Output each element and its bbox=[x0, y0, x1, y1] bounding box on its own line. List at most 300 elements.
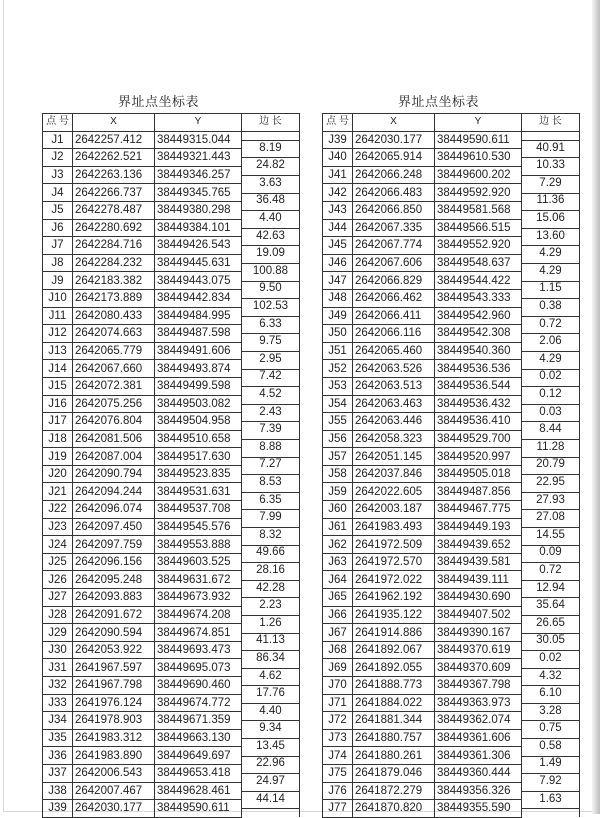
point-id-cell: J76 bbox=[323, 782, 353, 800]
x-coordinate-cell: 2642075.256 bbox=[73, 395, 155, 413]
point-id-cell: J15 bbox=[43, 377, 73, 395]
edge-length-separator bbox=[522, 157, 580, 158]
edge-length-separator bbox=[522, 720, 580, 721]
edge-length-separator bbox=[522, 316, 580, 317]
point-id-cell: J45 bbox=[323, 237, 353, 255]
edge-length-value: 30.05 bbox=[536, 634, 565, 647]
x-coordinate-cell: 2642094.244 bbox=[73, 483, 155, 501]
x-coordinate-cell: 2642096.156 bbox=[73, 553, 155, 571]
edge-length-separator bbox=[522, 369, 580, 370]
point-id-cell: J4 bbox=[43, 184, 73, 202]
point-id-cell: J41 bbox=[323, 166, 353, 184]
edge-length-value: 2.23 bbox=[259, 599, 282, 612]
edge-length-value: 100.88 bbox=[252, 264, 289, 277]
edge-length-value: 13.45 bbox=[256, 739, 285, 752]
x-coordinate-cell: 2642257.412 bbox=[73, 131, 155, 149]
x-coordinate-cell: 2642074.663 bbox=[73, 325, 155, 343]
x-coordinate-cell: 2642030.177 bbox=[73, 800, 155, 818]
edge-length-separator bbox=[242, 316, 300, 317]
y-coordinate-cell: 38449493.874 bbox=[155, 360, 242, 378]
edge-length-value: 8.44 bbox=[539, 423, 562, 436]
y-coordinate-cell: 38449484.995 bbox=[155, 307, 242, 325]
y-coordinate-cell: 38449384.101 bbox=[155, 219, 242, 237]
y-coordinate-cell: 38449543.333 bbox=[435, 289, 522, 307]
point-id-cell: J75 bbox=[323, 764, 353, 782]
edge-length-separator bbox=[522, 597, 580, 598]
point-id-cell: J71 bbox=[323, 694, 353, 712]
y-coordinate-cell: 38449553.888 bbox=[155, 536, 242, 554]
edge-length-value: 8.32 bbox=[259, 528, 282, 541]
left-table-title: 界址点坐标表 bbox=[117, 95, 199, 110]
x-coordinate-cell: 2641888.773 bbox=[353, 677, 435, 695]
point-id-cell: J29 bbox=[43, 624, 73, 642]
point-id-cell: J38 bbox=[43, 782, 73, 800]
edge-length-value: 0.12 bbox=[539, 388, 562, 400]
x-coordinate-cell: 2642066.411 bbox=[353, 307, 435, 325]
edge-length-value: 0.72 bbox=[539, 317, 562, 330]
x-coordinate-cell: 2642066.462 bbox=[353, 289, 435, 307]
x-coordinate-cell: 2641870.820 bbox=[353, 800, 435, 818]
point-id-cell: J51 bbox=[323, 342, 353, 360]
x-coordinate-cell: 2642022.605 bbox=[353, 483, 435, 501]
x-coordinate-cell: 2642280.692 bbox=[73, 219, 155, 237]
edge-length-value: 26.65 bbox=[536, 616, 565, 629]
edge-length-value: 22.95 bbox=[536, 475, 565, 488]
point-id-cell: J11 bbox=[43, 307, 73, 325]
edge-length-value: 7.27 bbox=[259, 458, 282, 471]
edge-length-separator bbox=[522, 509, 580, 510]
edge-length-value: 49.66 bbox=[256, 546, 285, 559]
edge-length-value: 3.28 bbox=[539, 704, 562, 717]
edge-length-value: 86.34 bbox=[256, 651, 285, 664]
y-coordinate-cell: 38449649.697 bbox=[155, 747, 242, 765]
point-id-cell: J53 bbox=[323, 377, 353, 395]
x-coordinate-cell: 2642065.914 bbox=[353, 149, 435, 167]
edge-length-value: 9.34 bbox=[259, 722, 282, 735]
edge-length-value: 7.99 bbox=[259, 511, 282, 524]
y-coordinate-cell: 38449590.611 bbox=[435, 131, 522, 149]
edge-length-separator bbox=[522, 562, 580, 563]
x-coordinate-cell: 2642066.116 bbox=[353, 325, 435, 343]
edge-length-value: 36.48 bbox=[256, 194, 285, 207]
x-coordinate-cell: 2642003.187 bbox=[353, 501, 435, 519]
x-coordinate-cell: 2642065.779 bbox=[73, 342, 155, 360]
edge-length-separator bbox=[522, 228, 580, 229]
x-coordinate-cell: 2641914.886 bbox=[353, 624, 435, 642]
x-coordinate-cell: 2642284.232 bbox=[73, 254, 155, 272]
edge-length-value: 0.09 bbox=[539, 546, 562, 559]
edge-length-separator bbox=[522, 140, 580, 141]
edge-length-separator bbox=[242, 281, 300, 282]
y-coordinate-cell: 38449505.018 bbox=[435, 465, 522, 483]
y-coordinate-cell: 38449390.167 bbox=[435, 624, 522, 642]
edge-length-value: 19.09 bbox=[256, 247, 285, 260]
x-coordinate-cell: 2641962.192 bbox=[353, 589, 435, 607]
point-id-cell: J6 bbox=[43, 219, 73, 237]
header-x: X bbox=[73, 114, 155, 132]
point-id-cell: J49 bbox=[323, 307, 353, 325]
edge-length-separator bbox=[522, 298, 580, 299]
edge-length-separator bbox=[522, 193, 580, 194]
point-id-cell: J70 bbox=[323, 677, 353, 695]
x-coordinate-cell: 2641880.261 bbox=[353, 747, 435, 765]
x-coordinate-cell: 2642262.521 bbox=[73, 149, 155, 167]
point-id-cell: J36 bbox=[43, 747, 73, 765]
edge-length-separator bbox=[522, 210, 580, 211]
edge-length-value: 4.52 bbox=[259, 388, 282, 400]
x-coordinate-cell: 2641872.279 bbox=[353, 782, 435, 800]
x-coordinate-cell: 2641880.757 bbox=[353, 729, 435, 747]
point-id-cell: J57 bbox=[323, 448, 353, 466]
edge-length-value: 13.60 bbox=[536, 229, 565, 242]
edge-length-separator bbox=[242, 210, 300, 211]
edge-length-value: 17.76 bbox=[256, 687, 285, 700]
y-coordinate-cell: 38449674.851 bbox=[155, 624, 242, 642]
y-coordinate-cell: 38449360.444 bbox=[435, 764, 522, 782]
x-coordinate-cell: 2642072.381 bbox=[73, 377, 155, 395]
edge-length-value: 14.55 bbox=[536, 528, 565, 541]
y-coordinate-cell: 38449370.619 bbox=[435, 641, 522, 659]
point-id-cell: J37 bbox=[43, 764, 73, 782]
x-coordinate-cell: 2641884.022 bbox=[353, 694, 435, 712]
y-coordinate-cell: 38449552.920 bbox=[435, 237, 522, 255]
y-coordinate-cell: 38449537.708 bbox=[155, 501, 242, 519]
x-coordinate-cell: 2641972.570 bbox=[353, 553, 435, 571]
edge-length-separator bbox=[242, 228, 300, 229]
point-id-cell: J44 bbox=[323, 219, 353, 237]
edge-length-value: 1.63 bbox=[539, 792, 562, 805]
x-coordinate-cell: 2642096.074 bbox=[73, 501, 155, 519]
edge-length-separator bbox=[522, 421, 580, 422]
y-coordinate-cell: 38449674.772 bbox=[155, 694, 242, 712]
x-coordinate-cell: 2642097.450 bbox=[73, 518, 155, 536]
x-coordinate-cell: 2642090.594 bbox=[73, 624, 155, 642]
x-coordinate-cell: 2641892.055 bbox=[353, 659, 435, 677]
header-point-no: 点 号 bbox=[43, 114, 73, 132]
point-id-cell: J3 bbox=[43, 166, 73, 184]
edge-length-separator bbox=[242, 386, 300, 387]
point-id-cell: J33 bbox=[43, 694, 73, 712]
edge-length-separator bbox=[242, 703, 300, 704]
edge-length-value: 42.63 bbox=[256, 229, 285, 242]
point-id-cell: J28 bbox=[43, 606, 73, 624]
x-coordinate-cell: 2642058.323 bbox=[353, 430, 435, 448]
edge-length-separator bbox=[522, 545, 580, 546]
point-id-cell: J25 bbox=[43, 553, 73, 571]
edge-length-separator bbox=[242, 509, 300, 510]
edge-length-separator bbox=[242, 633, 300, 634]
edge-length-value: 0.38 bbox=[539, 300, 562, 313]
edge-length-value: 7.29 bbox=[539, 176, 562, 189]
edge-length-value: 27.08 bbox=[536, 511, 565, 524]
y-coordinate-cell: 38449536.544 bbox=[435, 377, 522, 395]
x-coordinate-cell: 2642081.506 bbox=[73, 430, 155, 448]
x-coordinate-cell: 2642063.446 bbox=[353, 413, 435, 431]
x-coordinate-cell: 2642051.145 bbox=[353, 448, 435, 466]
point-id-cell: J59 bbox=[323, 483, 353, 501]
y-coordinate-cell: 38449503.082 bbox=[155, 395, 242, 413]
point-id-cell: J62 bbox=[323, 536, 353, 554]
y-coordinate-cell: 38449520.997 bbox=[435, 448, 522, 466]
x-coordinate-cell: 2642183.382 bbox=[73, 272, 155, 290]
x-coordinate-cell: 2642063.463 bbox=[353, 395, 435, 413]
edge-length-value: 8.19 bbox=[259, 141, 282, 154]
y-coordinate-cell: 38449487.856 bbox=[435, 483, 522, 501]
edge-length-value: 0.58 bbox=[539, 739, 562, 752]
x-coordinate-cell: 2642063.526 bbox=[353, 360, 435, 378]
y-coordinate-cell: 38449426.543 bbox=[155, 237, 242, 255]
point-id-cell: J50 bbox=[323, 325, 353, 343]
y-coordinate-cell: 38449355.590 bbox=[435, 800, 522, 818]
edge-length-value: 4.32 bbox=[539, 669, 562, 682]
x-coordinate-cell: 2641983.890 bbox=[73, 747, 155, 765]
y-coordinate-cell: 38449361.606 bbox=[435, 729, 522, 747]
edge-length-value: 0.02 bbox=[539, 370, 562, 383]
edge-length-separator bbox=[522, 615, 580, 616]
y-coordinate-cell: 38449590.611 bbox=[155, 800, 242, 818]
edge-length-value: 40.91 bbox=[536, 141, 565, 154]
edge-length-separator bbox=[522, 527, 580, 528]
edge-length-separator bbox=[522, 333, 580, 334]
edge-length-value: 4.40 bbox=[259, 704, 282, 717]
edge-length-separator bbox=[242, 738, 300, 739]
edge-length-value: 2.43 bbox=[259, 405, 282, 418]
edge-length-separator bbox=[522, 650, 580, 651]
y-coordinate-cell: 38449529.700 bbox=[435, 430, 522, 448]
point-id-cell: J1 bbox=[43, 131, 73, 149]
edge-length-value: 24.82 bbox=[256, 159, 285, 172]
y-coordinate-cell: 38449487.598 bbox=[155, 325, 242, 343]
point-id-cell: J7 bbox=[43, 237, 73, 255]
y-coordinate-cell: 38449445.631 bbox=[155, 254, 242, 272]
y-coordinate-cell: 38449544.422 bbox=[435, 272, 522, 290]
x-coordinate-cell: 2642263.136 bbox=[73, 166, 155, 184]
x-coordinate-cell: 2642173.889 bbox=[73, 289, 155, 307]
x-coordinate-cell: 2641972.509 bbox=[353, 536, 435, 554]
edge-length-value: 0.02 bbox=[539, 651, 562, 664]
y-coordinate-cell: 38449367.798 bbox=[435, 677, 522, 695]
edge-length-value: 7.39 bbox=[259, 423, 282, 436]
edge-length-value: 22.96 bbox=[256, 757, 285, 770]
y-coordinate-cell: 38449542.960 bbox=[435, 307, 522, 325]
edge-length-separator bbox=[522, 633, 580, 634]
y-coordinate-cell: 38449346.257 bbox=[155, 166, 242, 184]
point-id-cell: J2 bbox=[43, 149, 73, 167]
y-coordinate-cell: 38449631.672 bbox=[155, 571, 242, 589]
edge-length-value: 7.42 bbox=[259, 370, 282, 383]
edge-length-value: 2.95 bbox=[259, 352, 282, 365]
edge-length-value: 4.29 bbox=[539, 352, 562, 365]
x-coordinate-cell: 2642066.829 bbox=[353, 272, 435, 290]
x-coordinate-cell: 2641983.312 bbox=[73, 729, 155, 747]
y-coordinate-cell: 38449581.568 bbox=[435, 201, 522, 219]
x-coordinate-cell: 2642053.922 bbox=[73, 641, 155, 659]
x-coordinate-cell: 2642080.433 bbox=[73, 307, 155, 325]
point-id-cell: J26 bbox=[43, 571, 73, 589]
point-id-cell: J35 bbox=[43, 729, 73, 747]
edge-length-value: 8.53 bbox=[259, 475, 282, 488]
y-coordinate-cell: 38449491.606 bbox=[155, 342, 242, 360]
edge-length-separator bbox=[242, 580, 300, 581]
point-id-cell: J18 bbox=[43, 430, 73, 448]
y-coordinate-cell: 38449523.835 bbox=[155, 465, 242, 483]
edge-length-separator bbox=[242, 756, 300, 757]
point-id-cell: J31 bbox=[43, 659, 73, 677]
x-coordinate-cell: 2641972.022 bbox=[353, 571, 435, 589]
point-id-cell: J10 bbox=[43, 289, 73, 307]
x-coordinate-cell: 2641879.046 bbox=[353, 764, 435, 782]
edge-length-value: 6.35 bbox=[259, 493, 282, 506]
y-coordinate-cell: 38449603.525 bbox=[155, 553, 242, 571]
y-coordinate-cell: 38449540.360 bbox=[435, 342, 522, 360]
edge-length-value: 102.53 bbox=[252, 300, 289, 313]
edge-length-value: 28.16 bbox=[256, 563, 285, 576]
y-coordinate-cell: 38449449.193 bbox=[435, 518, 522, 536]
y-coordinate-cell: 38449690.460 bbox=[155, 677, 242, 695]
point-id-cell: J74 bbox=[323, 747, 353, 765]
y-coordinate-cell: 38449439.111 bbox=[435, 571, 522, 589]
edge-length-value: 35.64 bbox=[536, 599, 565, 612]
point-id-cell: J39 bbox=[43, 800, 73, 818]
x-coordinate-cell: 2642067.774 bbox=[353, 237, 435, 255]
point-id-cell: J40 bbox=[323, 149, 353, 167]
x-coordinate-cell: 2642093.883 bbox=[73, 589, 155, 607]
edge-length-separator bbox=[242, 404, 300, 405]
edge-length-value: 1.15 bbox=[539, 282, 562, 295]
edge-length-separator bbox=[242, 245, 300, 246]
point-id-cell: J22 bbox=[43, 501, 73, 519]
edge-length-value: 11.28 bbox=[536, 440, 565, 453]
edge-length-value: 1.49 bbox=[539, 757, 562, 770]
edge-length-separator bbox=[522, 738, 580, 739]
y-coordinate-cell: 38449548.637 bbox=[435, 254, 522, 272]
edge-length-value: 24.97 bbox=[256, 775, 285, 788]
x-coordinate-cell: 2642266.737 bbox=[73, 184, 155, 202]
edge-length-separator bbox=[522, 263, 580, 264]
point-id-cell: J5 bbox=[43, 201, 73, 219]
point-id-cell: J19 bbox=[43, 448, 73, 466]
edge-length-separator bbox=[242, 650, 300, 651]
point-id-cell: J58 bbox=[323, 465, 353, 483]
x-coordinate-cell: 2641935.122 bbox=[353, 606, 435, 624]
edge-length-separator bbox=[522, 175, 580, 176]
y-coordinate-cell: 38449370.609 bbox=[435, 659, 522, 677]
point-id-cell: J32 bbox=[43, 677, 73, 695]
point-id-cell: J27 bbox=[43, 589, 73, 607]
x-coordinate-cell: 2641892.067 bbox=[353, 641, 435, 659]
header-y: Y bbox=[435, 114, 522, 132]
point-id-cell: J56 bbox=[323, 430, 353, 448]
edge-length-separator bbox=[522, 492, 580, 493]
x-coordinate-cell: 2642066.850 bbox=[353, 201, 435, 219]
point-id-cell: J68 bbox=[323, 641, 353, 659]
edge-length-separator bbox=[522, 668, 580, 669]
point-id-cell: J72 bbox=[323, 712, 353, 730]
point-id-cell: J46 bbox=[323, 254, 353, 272]
edge-length-separator bbox=[242, 157, 300, 158]
y-coordinate-cell: 38449510.658 bbox=[155, 430, 242, 448]
point-id-cell: J42 bbox=[323, 184, 353, 202]
point-id-cell: J20 bbox=[43, 465, 73, 483]
y-coordinate-cell: 38449442.834 bbox=[155, 289, 242, 307]
point-id-cell: J9 bbox=[43, 272, 73, 290]
y-coordinate-cell: 38449592.920 bbox=[435, 184, 522, 202]
point-id-cell: J73 bbox=[323, 729, 353, 747]
header-x: X bbox=[353, 114, 435, 132]
point-id-cell: J30 bbox=[43, 641, 73, 659]
point-id-cell: J39 bbox=[323, 131, 353, 149]
y-coordinate-cell: 38449356.326 bbox=[435, 782, 522, 800]
y-coordinate-cell: 38449671.359 bbox=[155, 712, 242, 730]
y-coordinate-cell: 38449315.044 bbox=[155, 131, 242, 149]
edge-length-separator bbox=[522, 439, 580, 440]
y-coordinate-cell: 38449600.202 bbox=[435, 166, 522, 184]
x-coordinate-cell: 2641967.798 bbox=[73, 677, 155, 695]
y-coordinate-cell: 38449467.775 bbox=[435, 501, 522, 519]
x-coordinate-cell: 2642076.804 bbox=[73, 413, 155, 431]
x-coordinate-cell: 2642066.483 bbox=[353, 184, 435, 202]
point-id-cell: J34 bbox=[43, 712, 73, 730]
edge-length-value: 42.28 bbox=[256, 581, 285, 594]
y-coordinate-cell: 38449628.461 bbox=[155, 782, 242, 800]
edge-length-value: 7.92 bbox=[539, 775, 562, 788]
edge-length-separator bbox=[242, 439, 300, 440]
edge-length-separator bbox=[522, 351, 580, 352]
y-coordinate-cell: 38449499.598 bbox=[155, 377, 242, 395]
point-id-cell: J63 bbox=[323, 553, 353, 571]
y-coordinate-cell: 38449321.443 bbox=[155, 149, 242, 167]
x-coordinate-cell: 2642007.467 bbox=[73, 782, 155, 800]
point-id-cell: J61 bbox=[323, 518, 353, 536]
y-coordinate-cell: 38449545.576 bbox=[155, 518, 242, 536]
point-id-cell: J43 bbox=[323, 201, 353, 219]
edge-length-separator bbox=[242, 720, 300, 721]
point-id-cell: J65 bbox=[323, 589, 353, 607]
x-coordinate-cell: 2642095.248 bbox=[73, 571, 155, 589]
x-coordinate-cell: 2642067.660 bbox=[73, 360, 155, 378]
point-id-cell: J69 bbox=[323, 659, 353, 677]
edge-length-separator bbox=[242, 369, 300, 370]
edge-length-separator bbox=[242, 474, 300, 475]
point-id-cell: J24 bbox=[43, 536, 73, 554]
x-coordinate-cell: 2641881.344 bbox=[353, 712, 435, 730]
scan-edge bbox=[592, 0, 600, 814]
x-coordinate-cell: 2641978.903 bbox=[73, 712, 155, 730]
edge-length-separator bbox=[522, 580, 580, 581]
edge-length-value: 9.75 bbox=[259, 335, 282, 348]
y-coordinate-cell: 38449663.130 bbox=[155, 729, 242, 747]
point-id-cell: J16 bbox=[43, 395, 73, 413]
y-coordinate-cell: 38449566.515 bbox=[435, 219, 522, 237]
header-edge-length: 边 长 bbox=[242, 114, 300, 132]
x-coordinate-cell: 2641967.597 bbox=[73, 659, 155, 677]
x-coordinate-cell: 2642063.513 bbox=[353, 377, 435, 395]
edge-length-value: 6.10 bbox=[539, 687, 562, 700]
edge-length-value: 10.33 bbox=[536, 159, 565, 172]
edge-length-separator bbox=[522, 245, 580, 246]
right-table-title: 界址点坐标表 bbox=[397, 95, 479, 110]
header-edge-length: 边 长 bbox=[522, 114, 580, 132]
x-coordinate-cell: 2642037.846 bbox=[353, 465, 435, 483]
edge-length-separator bbox=[242, 140, 300, 141]
y-coordinate-cell: 38449542.308 bbox=[435, 325, 522, 343]
x-coordinate-cell: 2642030.177 bbox=[353, 131, 435, 149]
edge-length-value: 41.13 bbox=[256, 634, 285, 647]
right-coordinate-table-panel bbox=[322, 93, 580, 818]
point-id-cell: J23 bbox=[43, 518, 73, 536]
edge-length-separator bbox=[242, 808, 300, 809]
edge-length-value: 11.36 bbox=[536, 194, 565, 207]
